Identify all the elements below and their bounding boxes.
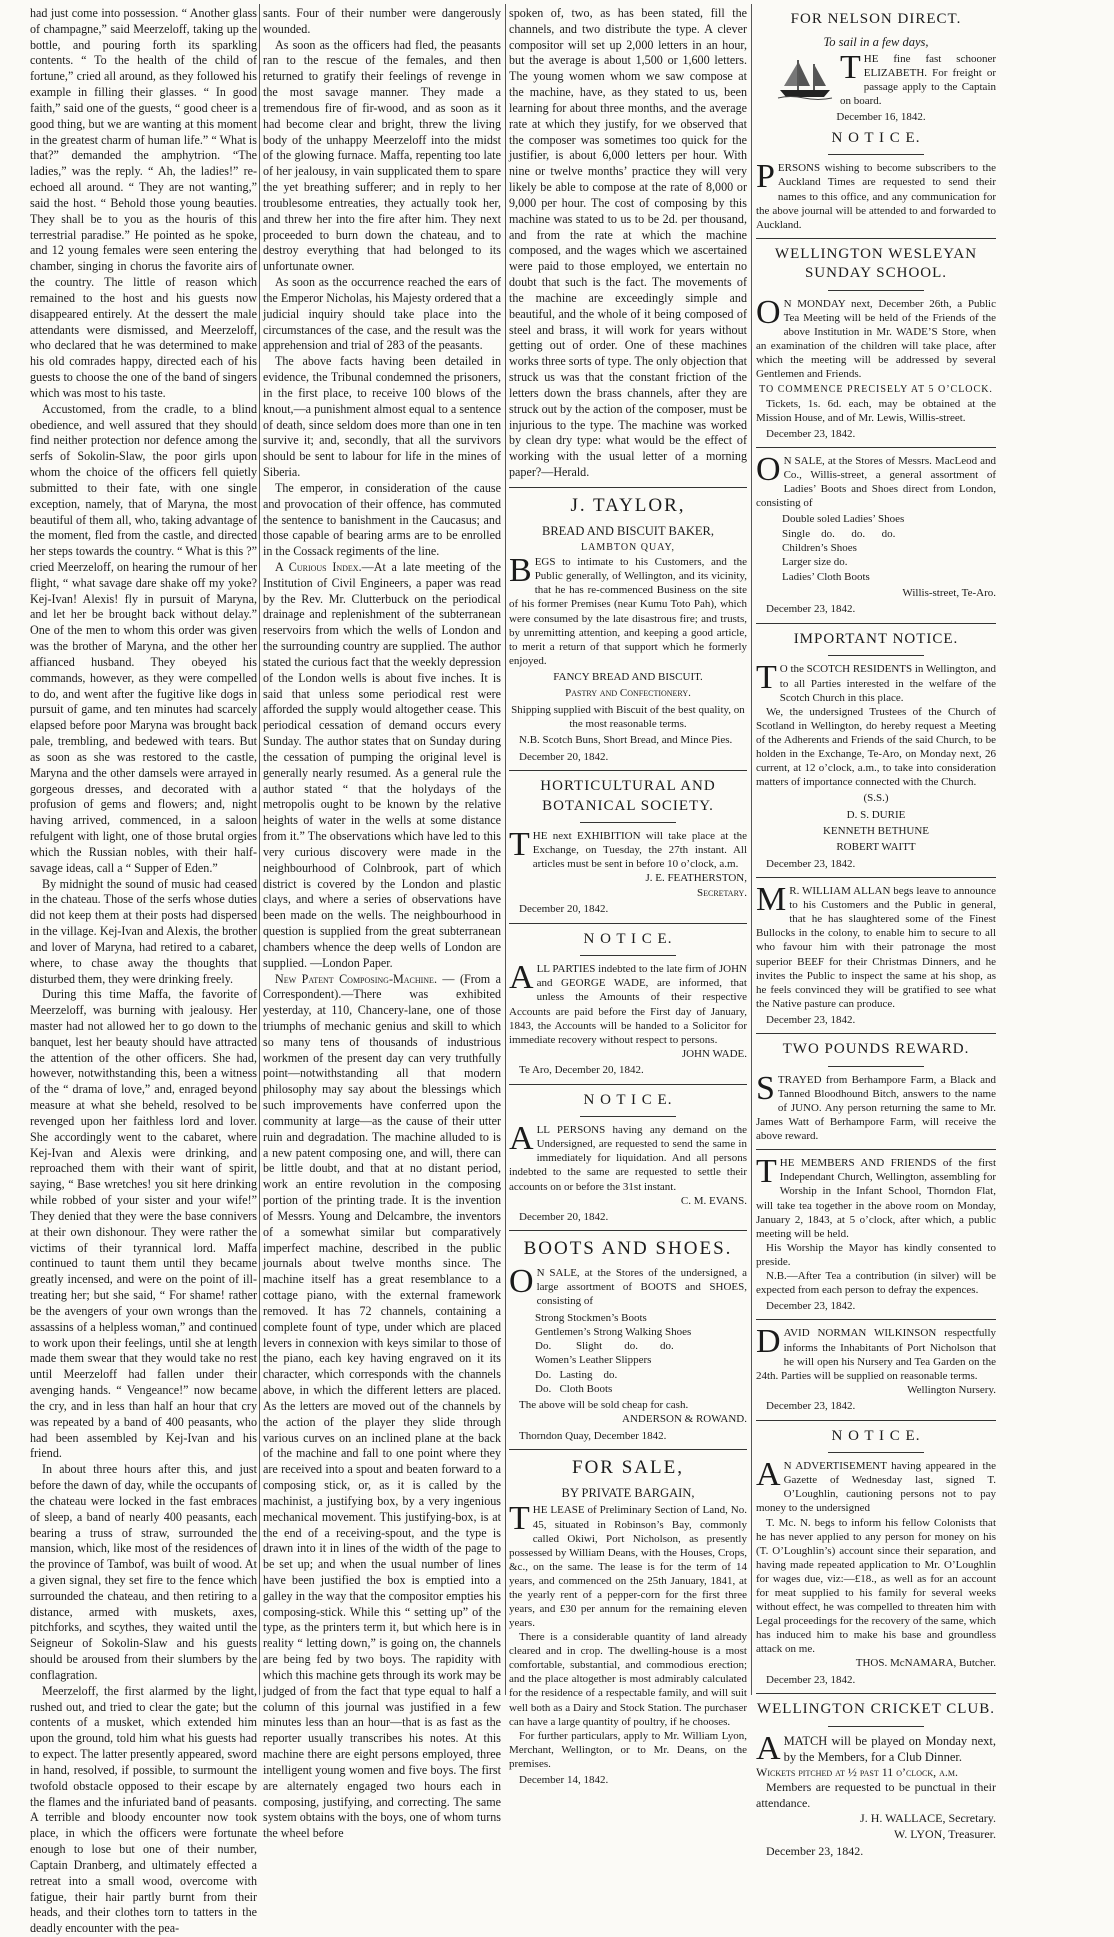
list-item: Do. Cloth Boots	[535, 1383, 613, 1396]
divider	[828, 1452, 924, 1453]
drop-cap: S	[756, 1069, 775, 1107]
list-item: Do. Slight do. do.	[535, 1340, 674, 1353]
ad-title: WELLINGTON WESLEYAN SUNDAY SCHOOL.	[774, 245, 978, 282]
ad-signer: ROBERT WAITT	[836, 841, 916, 854]
ad-title: J. TAYLOR,	[570, 494, 686, 516]
ad-wesleyan-sunday-school	[756, 245, 996, 441]
divider	[509, 923, 747, 924]
ad-date: December 14, 1842.	[519, 1773, 609, 1786]
ad-date: December 23, 1842.	[766, 1673, 856, 1686]
ad-notice-auckland-times	[756, 129, 996, 232]
divider	[580, 1116, 675, 1117]
divider	[756, 238, 996, 239]
list-item: Gentlemen’s Strong Walking Shoes	[535, 1325, 692, 1338]
ad-title: N O T I C E.	[831, 1427, 921, 1444]
ad-date: December 23, 1842.	[766, 1400, 856, 1413]
ad-subtitle: To sail in a few days,	[823, 34, 929, 49]
ad-date: December 23, 1842.	[766, 603, 856, 616]
ad-role: Secretary.	[696, 886, 747, 899]
ad-title: N O T I C E.	[831, 129, 921, 146]
ad-signature: C. M. EVANS.	[680, 1194, 747, 1207]
list-item: Larger size do.	[782, 556, 848, 569]
column-2-news	[263, 6, 502, 1841]
drop-cap: O	[756, 294, 781, 332]
ad-date: December 20, 1842.	[519, 750, 609, 763]
drop-cap: B	[509, 552, 532, 590]
ad-notice-evans	[509, 1091, 747, 1225]
ad-body: THE MEMBERS AND FRIENDS of the first Independant Church, Wellington, assembling for Worship in the Infant School, Thorndon Flat, will take tea together in the above room on Monday, January 2, 1843, at 5 o’clock, after which, a public meeting will be held.	[756, 1153, 996, 1240]
article-heading: A Curious Index.	[275, 559, 362, 574]
story-paragraph: spoken of, two, as has been stated, fill the channels, and two distribute the type. A clever compositor will set up 2,000 letters in an hour, but the average is about 1,500 or 1,600 letters. The young women whom we saw compose at the machine, have, as they stated to us, been learning for about three months, and the average rate at which they justify, for we observed that the composer was sometimes too quick for the justifier, is about 6,000 letters per hour. With nine or twelve months’ practice they will very likely be able to compose at the rate of 8,000 or 9,000 per hour. The cost of composing by this machine was stated to us to be 2d. per thousand, and from the rate at which the machine composed, and the wages which we ascertained were paid to those employed, we entertain no doubt that such is the fact. The movements of the machine are exceedingly simple and beautiful, and the whole of it being composed of steel and brass, it will work for years without getting out of order. One of these machines works three sorts of type. The only objection that struck us was that the constant friction of the letters down the brass channels, after they are struck out by the action of the composer, must be injurious to the type. The machine was worked by clean dry type: what would be the effect of working with the usual letter of a morning paper?—Herald.	[509, 6, 747, 480]
ad-body: N.B.—After Tea a contribution (in silver) will be expected from each person to defray the expences.	[756, 1269, 996, 1296]
ad-line: The above will be sold cheap for cash.	[519, 1399, 689, 1412]
divider	[828, 1066, 924, 1067]
ad-line: Wickets pitched at ½ past 11 o’clock, a.m.	[756, 1764, 959, 1779]
divider	[580, 822, 675, 823]
ad-item-list	[535, 1311, 747, 1397]
story-paragraph: By midnight the sound of music had ceased in the chateau. Those of the serfs whose duties did not keep them at their posts had dispersed in the village. Kej-Ivan and Alexis, the brother and lover of Maryna, had retired to a cabaret, where, to chase away the thoughts that disturbed them, they were drinking freely.	[30, 876, 257, 986]
ad-body: THE LEASE of Preliminary Section of Land, No. 45, situated in Robinson’s Bay, commonly called Okiwi, Port Nicholson, as presently possessed by William Deans, with the Houses, Crops, &c., on the same. The lease is for the term of 14 years, and commenced on the 25th January, 1841, at the yearly rent of a pepper-corn for the first three years, and £30 per annum for the remaining eleven years.	[509, 1500, 747, 1630]
ad-line: Shipping supplied with Biscuit of the best quality, on the most reasonable terms.	[511, 703, 745, 731]
ad-horticultural	[509, 777, 747, 917]
drop-cap: T	[509, 826, 530, 864]
ad-title: IMPORTANT NOTICE.	[793, 630, 959, 647]
ad-date: December 23, 1842.	[766, 427, 856, 440]
ad-line: TO COMMENCE PRECISELY AT 5 O’CLOCK.	[759, 383, 993, 395]
drop-cap: O	[756, 451, 781, 489]
ad-body: O N SALE, at the Stores of Messrs. MacLeod and Co., Willis-street, a general assortment of Ladies’ Boots and Shoes direct from London, consisting of	[756, 451, 996, 510]
drop-cap: T	[509, 1500, 530, 1538]
ad-date: December 20, 1842.	[519, 903, 609, 916]
drop-cap: O	[509, 1263, 534, 1301]
ad-body: His Worship the Mayor has kindly consented to preside.	[756, 1241, 996, 1268]
ad-nelson-direct	[756, 10, 996, 125]
ad-signer: KENNETH BETHUNE	[822, 824, 929, 837]
ad-signer: D. S. DURIE	[846, 808, 906, 821]
ad-william-allan	[756, 881, 996, 1027]
ad-address: Willis-street, Te-Aro.	[902, 586, 996, 599]
ad-subtitle: BY PRIVATE BARGAIN,	[561, 1486, 695, 1501]
curious-index-article	[263, 560, 501, 972]
column-4-ads	[756, 6, 996, 1859]
ad-title: HORTICULTURAL AND BOTANICAL SOCIETY.	[540, 777, 716, 814]
ad-title: FOR NELSON DIRECT.	[790, 11, 962, 27]
divider	[756, 1420, 996, 1421]
ad-boots-shoes	[509, 1237, 747, 1443]
ad-signature: ANDERSON & ROWAND.	[622, 1413, 747, 1426]
ad-signature: W. LYON, Treasurer.	[893, 1826, 996, 1841]
story-paragraph: As soon as the officers had fled, the peasants ran to the rescue of the females, and then returned to gratify their feelings of revenge in the most savage manner. They made a tremendous fire of fir-wood, and as soon as it had become clear and bright, threw the living body of the unhappy Meerzeloff into the midst of the glowing furnace. Maffa, repenting too late of her jealousy, in vain supplicated them to spare the yet breathing sufferer; and in reply to her troublesome entreaties, they actually took her, and threw her into the fire after him. They next proceeded to burn down the chateau, and to destroy everything that had belonged to its unfortunate owner.	[263, 37, 501, 274]
article-heading: New Patent Composing-Machine.	[275, 971, 437, 986]
column-3	[509, 6, 747, 1786]
ad-for-sale	[509, 1456, 747, 1787]
ad-address: Wellington Nursery.	[907, 1383, 996, 1396]
ad-location: LAMBTON QUAY,	[581, 542, 675, 554]
ad-title: BOOTS AND SHOES.	[523, 1238, 733, 1260]
ad-notice-wade	[509, 930, 747, 1078]
divider	[756, 1693, 996, 1694]
ad-body: T O the SCOTCH RESIDENTS in Wellington, and to all Parties interested in the welfare of the Scotch Church in this place.	[756, 659, 996, 704]
ad-body: For further particulars, apply to Mr. William Lyon, Merchant, Wellington, or to Mr. Deans, on the premises.	[509, 1729, 747, 1770]
ad-body: STRAYED from Berhampore Farm, a Black and Tanned Bloodhound Bitch, answers to the name of JUNO. Any person returning the same to Mr. James Watt of Berhampore Farm, will receive the above reward.	[756, 1069, 996, 1143]
divider	[580, 955, 675, 956]
ad-two-pounds-reward	[756, 1040, 996, 1143]
ad-wilkinson-nursery	[756, 1323, 996, 1413]
article-text: —At a late meeting of the Institution of Civil Engineers, a paper was read by the Rev. Mr. Clutterbuck on the periodical drainage and replenishment of the subterranean reservoirs from which the wells of London and the surrounding country are supplied. The author stated the curious fact that the weekly depression of the London wells is about five inches. It is said that unless some periodical rest were afforded the supply would altogether cease. This periodical cessation of demand occurs every Sunday. The author states that on Sunday during the cessation of pumping the original level is generally nearly resumed. As a general rule the author stated “ that the holydays of the metropolis ought to be known by the relative heights of water in the wells at some distance from it.” The observations which have led to this very curious discovery were made in the neighbourhood of Colnbrook, part of which district is covered by the London and plastic clays, and where a series of observations have been made on the wells. The neighbourhood in question is supplied from the great subterranean chambers whence the deep wells of London are supplied. —London Paper.	[263, 559, 502, 970]
divider	[509, 1449, 747, 1450]
ad-notice-mcnamara	[756, 1427, 996, 1688]
ad-important-notice	[756, 630, 996, 871]
ad-body: BEGS to intimate to his Customers, and the Public generally, of Wellington, and its vicinity, that he has re-commenced Business on the site of his former Premises (near Kumu Toto Pah), which were consumed by the late disastrous fire; and trusts, by unremitting attention, and keeping a good article, to merit a return of that support which he formerly enjoyed.	[509, 552, 747, 667]
ad-line: Pastry and Confectionery.	[565, 687, 691, 700]
ad-title: N O T I C E.	[583, 930, 673, 947]
ad-line: (S.S.)	[863, 792, 889, 805]
list-item: Women’s Leather Slippers	[535, 1354, 652, 1367]
list-item: Strong Stockmen’s Boots	[535, 1311, 647, 1324]
ad-body: DAVID NORMAN WILKINSON respectfully informs the Inhabitants of Port Nicholson that he will open his Nursery and Tea Garden on the 24th. Parties will be supplied on reasonable terms.	[756, 1323, 996, 1382]
ad-date: December 23, 1842.	[766, 1013, 856, 1026]
column-rule	[505, 4, 506, 1695]
divider	[756, 447, 996, 448]
story-paragraph: sants. Four of their number were dangerously wounded.	[263, 6, 501, 36]
divider	[756, 1319, 996, 1320]
ad-body: M R. WILLIAM ALLAN begs leave to announce to his Customers and the Public in general, that he has slaughtered some of the Finest Bullocks in the colony, to enable him to secure to all who favour him with their patronage the most superior BEEF for their Christmas Dinners, and he invites the Public to inspect the same at his shop, as he feels convinced they will be gratified to see what the Native pasture can produce.	[756, 881, 996, 1010]
ad-taylor-baker	[509, 494, 747, 764]
ad-body: THE fine fast schooner ELIZABETH. For freight or passage apply to the Captain on board.	[756, 52, 996, 108]
article-text: — (From a Correspondent).—There was exhibited yesterday, at 110, Chancery-lane, one of those triumphs of mechanic genius and skill to which so many tens of thousands of industrious workmen of the present day can very truthfully point—notwithstanding all that modern philosophy may say about the blessings which such improvements have conferred upon the community at large—as the cause of their utter ruin and degradation. The machine alluded to is a new patent composing one, and will, there can be little doubt, and that at no distant period, work an entire revolution in the composing portion of the printing trade. It is the invention of Messrs. Young and Delcambre, the inventors of a somewhat similar but comparatively imperfect machine, described in the public journals about twelve months since. The machine itself has a great resemblance to a cottage piano, with the external framework removed. It has 72 channels, containing a complete fount of type, under which are placed levers in connexion with keys similar to those of the piano, each key having engraved on it its character, which corresponds with the channels above, in which the different letters are placed. As the letters are moved out of the channels by the action of the player they slide through various curves on an inclined plane at the back of the machine and fall to one point where they are received into a spout and beaten forward to a composing stick, or, as it is called by the machinist, a justifying box, by a very ingenious mechanical movement. This justifying-box, is at the end of a receiving-spout, and the type is drawn into it in lines of the width of the page to be set up; and when the usual number of lines have been justified the box is emptied into a galley in the way that the compositor empties his composing-stick. While this “ setting up” of the type, as the printers term it, but which here is in reality “ letting down,” is going on, the channels are being fed by two boys. The rapidity with which this machine gets through its work may be judged of from the fact that type equal to half a column of this journal was justified in a few minutes less than an hour—that is as fast as the reporter usually transcribes his notes. At this machine there are eight persons employed, three intelligent young women and five boys. The first are alternately engaged two hours each in composing, justifying, and correcting. The same system obtains with the boys, one of whom turns the wheel before	[263, 971, 501, 1841]
ad-date: December 23, 1842.	[766, 1844, 864, 1859]
drop-cap: A	[509, 959, 534, 997]
drop-cap: A	[756, 1729, 781, 1767]
ad-body: O N MONDAY next, December 26th, a Public Tea Meeting will be held of the Friends of the above Institution in Mr. WADE’S Store, when an examination of the children will take place, after which the meeting will be addressed by several Gentlemen and Friends.	[756, 294, 996, 381]
list-item: Children’s Shoes	[782, 542, 857, 555]
ad-body: A N ADVERTISEMENT having appeared in the Gazette of Wednesday last, signed T. O’Loughlin, cautioning persons not to pay money to the undersigned	[756, 1456, 996, 1515]
ad-date: December 23, 1842.	[766, 857, 856, 870]
story-paragraph: had just come into possession. “ Another glass of champagne,” said Meerzeloff, taking up the bottle, and pouring forth its sparkling contents. “ To the health of the child of fortune,” cried all around, as they followed his example in filling their glasses. “ In good faith,” said one of the guests, “ good cheer is a good thing, but we are wanting at this moment in the greatest charm of human life.” “ What is that?” demanded the amphytrion. “The ladies,” was the reply. “ Ah, the ladies!” re-echoed all around. “ They are not wanting,” said the host. “ Behold those young beauties. They shall be to you as the houris of this terrestrial paradise.” He pointed as he spoke, and 12 young females were seen entering the chamber, singing in chorus the favorite airs of the country. The little of reason which remained to the host and his guests now disappeared entirely. At the dessert the male attendants were dismissed, and Meerzeloff, who declared that he was determined to make his old comrades happy, directed each of his guests to choose the one of the band of singers which was most to his taste.	[30, 6, 257, 400]
ad-title: WELLINGTON CRICKET CLUB.	[756, 1701, 995, 1718]
story-paragraph: During this time Maffa, the favorite of Meerzeloff, was burning with jealousy. Her master had not allowed her to go down to the banquet, lest her beauty should have attracted the attention of the other officers. She had, however, notwithstanding this, been a witness of the “ drama of love,” and, enraged beyond measure at what she beheld, resolved to be revenged upon her faithless lord and lover. She accordingly went to the cabaret, where Kej-Ivan and Alexis were drinking, and reproached them with their want of spirit, saying, “ Base wretches! you sit here drinking while robbed of your sister and your wife!” They denied that they were the base connivers at their own dishonour. They were rather the victims of their tyrannical lord. Maffa continued to taunt them until they became greatly incensed, and were on the point of ill-treating her; but she said, “ For shame! rather be the avengers of your own wrongs than the assassins of a helpless woman,” and continued to work upon their feelings, until she at length made them swear that they would take no rest until Meerzeloff had fallen under their avenging hands. “ Vengeance!” now became the cry, and in less than half an hour that cry was repeated by a band of 400 peasants, who had been assembled by Kej-Ivan and his friend.	[30, 987, 257, 1461]
story-paragraph: The above facts having been detailed in evidence, the Tribunal condemned the prisoners, in the first place, to receive 100 blows of the knout,—a punishment almost equal to a sentence of death, since seldom does more than one in ten survive it; and, secondly, that all the survivors should be sent to labour for life in the mines of Siberia.	[263, 354, 501, 480]
story-paragraph: Meerzeloff, the first alarmed by the light, rushed out, and tried to clear the gate; but the contents of a musket, which extended him upon the ground, told him what his guests had to expect. The latter presently appeared, sword in hand, resolved, if possible, to surmount the twofold obstacle opposed to their escape by the flames and the infuriated band of peasants. A terrible and bloody encounter now took place, in which the officers were fortunate enough to lose but one of their number, Captain Dranberg, and ultimately effected a retreat into a small wood, overcome with fatigue, their hair partly burnt from their heads, and their clothes torn to tatters in the deadly encounter with the pea-	[30, 1683, 257, 1936]
list-item: Ladies’ Cloth Boots	[782, 570, 870, 583]
ad-cricket-club	[756, 1700, 996, 1860]
ad-line: FANCY BREAD AND BISCUIT.	[553, 670, 703, 683]
ad-body: AMATCH will be played on Monday next, by the Members, for a Club Dinner.	[756, 1729, 996, 1767]
ad-body: THE next EXHIBITION will take place at the Exchange, on Tuesday, the 27th instant. All articles must be sent in before 10 o’clock, a.m.	[509, 826, 747, 871]
divider	[828, 154, 924, 155]
ad-body: ALL PARTIES indebted to the late firm of JOHN and GEORGE WADE, are informed, that unless the Amounts of their respective Accounts are paid before the First day of January, 1843, the Accounts will be handed to a Solicitor for immediate recovery without respect to persons.	[509, 959, 747, 1046]
divider	[756, 1149, 996, 1150]
ad-item-list	[782, 512, 996, 583]
ad-subtitle: BREAD AND BISCUIT BAKER,	[541, 523, 714, 538]
ad-title: FOR SALE,	[572, 1457, 684, 1479]
ad-date: Thorndon Quay, December 1842.	[519, 1429, 667, 1442]
column-rule	[751, 4, 752, 1695]
divider	[509, 770, 747, 771]
composing-machine-article	[263, 972, 501, 1843]
ad-signature: THOS. McNAMARA, Butcher.	[855, 1657, 996, 1670]
ad-date: December 20, 1842.	[519, 1211, 609, 1224]
ad-body: T. Mc. N. begs to inform his fellow Colonists that he has never applied to any person for money on his (T. O’Loughlin’s) account since their separation, and having made repeated application to Mr. O’Loughlin for wages due, viz:—£18., as well as for an account for meat supplied to his family for several weeks without effect, he was compelled to threaten him with Legal proceedings for the recovery of the same, which has induced him to make his base and groundless attack on me.	[756, 1516, 996, 1656]
ad-independent-church	[756, 1153, 996, 1313]
ad-nb: N.B. Scotch Buns, Short Bread, and Mince Pies.	[519, 734, 733, 747]
ad-sale-macleod	[756, 451, 996, 617]
ad-body: ALL PERSONS having any demand on the Undersigned, are requested to send the same in immediately for liquidation. And all persons indebted to the same are requested to settle their accounts on or before the 31st instant.	[509, 1120, 747, 1193]
divider	[509, 1230, 747, 1231]
divider	[756, 623, 996, 624]
drop-cap: T	[756, 1153, 777, 1191]
drop-cap: T	[756, 659, 777, 697]
divider	[828, 655, 924, 656]
divider	[509, 1084, 747, 1085]
ad-body: O N SALE, at the Stores of the undersigned, a large assortment of BOOTS and SHOES, consisting of	[509, 1263, 747, 1308]
ad-body: There is a considerable quantity of land already cleared and in crop. The dwelling-house is a most comfortable, substantial, and commodious erection; and the place altogether is most admirably calculated for the residence of a respectable family, and will suit well both as a Dairy and Stock Station. The purchaser can have a large quantity of poultry, if he chooses.	[509, 1631, 747, 1728]
column-rule	[259, 4, 260, 1695]
story-paragraph: As soon as the occurrence reached the ears of the Emperor Nicholas, his Majesty ordered that a judicial inquiry should take place into the circumstances of the case, and the result was the apprehension and trial of 283 of the peasants.	[263, 275, 501, 353]
ad-date: Te Aro, December 20, 1842.	[519, 1064, 644, 1077]
ad-date: December 16, 1842.	[836, 111, 926, 124]
divider	[828, 290, 924, 291]
column-1-story	[30, 6, 257, 1936]
story-paragraph: The emperor, in consideration of the cause and provocation of their offence, has commuted the sentence to banishment in the Caucasus; and those capable of bearing arms are to be enrolled in the Cossack regiments of the line.	[263, 480, 501, 559]
ad-date: December 23, 1842.	[766, 1300, 856, 1313]
ad-line: Members are requested to be punctual in their attendance.	[756, 1780, 996, 1810]
ad-signature: J. H. WALLACE, Secretary.	[860, 1810, 996, 1825]
list-item: Single do. do. do.	[782, 527, 896, 540]
divider	[756, 1033, 996, 1034]
drop-cap: P	[756, 158, 775, 196]
ad-body: We, the undersigned Trustees of the Church of Scotland in Wellington, do hereby request a Meeting of the Adherents and Friends of the said Church, to be holden in the Exchange, Te-Aro, on Monday next, 26 current, at 12 o’clock, a.m., to take into consideration matters of importance connected with the Church.	[756, 705, 996, 789]
ad-signature: JOHN WADE.	[681, 1047, 747, 1060]
story-paragraph: In about three hours after this, and just before the dawn of day, while the occupants of the chateau were locked in the fast embraces of sleep, a band of nearly 400 peasants, each bearing a truss of straw, surrounded the mansion, which, like most of the residences of the province of Tambof, was built of wood. At a given signal, they set fire to the fence which surrounded the chateau, and then retiring to a distance, armed with muskets, axes, pitchforks, and scythes, they waited until the Seigneur of Sokolin-Slaw and his guests should be aroused from their slumbers by the conflagration.	[30, 1462, 257, 1682]
drop-cap: M	[756, 881, 787, 919]
ad-body: PERSONS wishing to become subscribers to the Auckland Times are requested to send their names to this office, and any communication for the above journal will be attended to and forwarded to Auckland.	[756, 158, 996, 231]
ad-title: N O T I C E.	[583, 1091, 673, 1108]
story-paragraph: Accustomed, from the cradle, to a blind obedience, and well assured that they should find neither protection nor defence among the serfs of Sokolin-Slaw, the poor girls upon whom the choice of the officers fell quietly submitted to their fate, with one single exception, namely, that of Maryna, the most beautiful of them all, who, taking advantage of the moment, fled from the castle, and directed her steps towards the country. “ What is this ?” cried Meerzeloff, on hearing the rumour of her flight, “ what savage dare shake off my yoke? Kej-Ivan! Alexis! fly in pursuit of Maryna, and let her be brought back without delay.” One of the men to whom this order was given was the brother of Maryna, and the other her affianced husband. They obeyed his commands, however, as they were compelled to do, and went after the fugitive like dogs in pursuit of game, and ten minutes had scarcely elapsed before poor Maryna was brought back pale, trembling, and bedewed with tears. But as soon as she was restored to the castle, Maryna and the other damsels were arrayed in gorgeous dresses, and decorated with a profusion of gems and flowers; and, night having arrived, commenced, in a saloon refulgent with light, one of those brutal orgies which the Russian nobles, with their half-savage ideas, call a “ Supper of Eden.”	[30, 401, 257, 875]
ship-icon	[776, 54, 834, 100]
divider	[828, 1726, 924, 1727]
ad-signature: J. E. FEATHERSTON,	[645, 872, 747, 885]
ad-title: TWO POUNDS REWARD.	[782, 1041, 970, 1058]
divider	[509, 487, 747, 488]
list-item: Do. Lasting do.	[535, 1368, 618, 1381]
list-item: Double soled Ladies’ Shoes	[782, 513, 905, 526]
drop-cap: A	[509, 1120, 534, 1158]
divider	[756, 877, 996, 878]
ad-body: Tickets, 1s. 6d. each, may be obtained at the Mission House, and of Mr. Lewis, Willis-street.	[756, 397, 996, 424]
drop-cap: D	[756, 1323, 781, 1361]
drop-cap: T	[840, 49, 861, 87]
drop-cap: A	[756, 1456, 781, 1494]
